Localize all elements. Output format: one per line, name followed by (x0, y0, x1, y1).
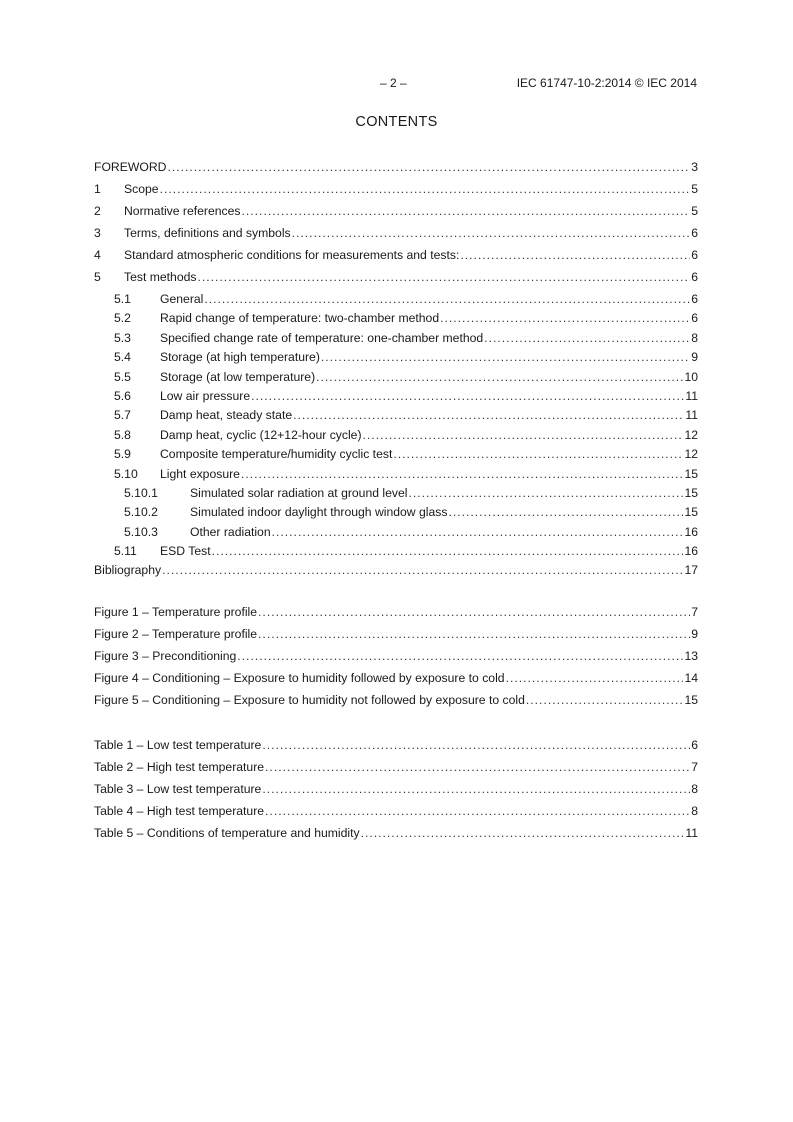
toc-entry-label: General (160, 292, 204, 306)
toc-entry-page: 16 (684, 544, 698, 559)
dot-leader (265, 759, 690, 775)
toc-entry-label: Table 5 – Conditions of temperature and humidity (94, 826, 360, 840)
toc-entry-number: 5.2 (114, 311, 131, 326)
toc-entry-page: 6 (691, 311, 698, 326)
dot-leader (363, 427, 684, 443)
toc-entry-page: 17 (684, 563, 698, 578)
toc-entry-label: Composite temperature/humidity cyclic test (160, 447, 393, 462)
toc-entry-label: Rapid change of temperature: two-chamber method (160, 311, 440, 326)
dot-leader (292, 225, 691, 241)
dot-leader (440, 310, 690, 326)
toc-entry-page: 6 (691, 226, 698, 240)
dot-leader (258, 604, 690, 620)
toc-entry[interactable] (94, 803, 698, 825)
toc-entry[interactable] (94, 524, 698, 543)
dot-leader (361, 825, 685, 841)
toc-entry-page: 13 (684, 649, 698, 663)
toc-entry-number: 5.10 (114, 466, 138, 481)
page-title: CONTENTS (355, 114, 438, 130)
toc-entry-number: 5.10.1 (124, 485, 158, 500)
toc-entry[interactable] (94, 330, 698, 349)
toc-entry[interactable] (94, 446, 698, 465)
toc-entry-label: Simulated indoor daylight through window glass (190, 505, 448, 520)
toc-entry[interactable] (94, 427, 698, 446)
dot-leader (526, 692, 684, 708)
toc-entry-number: 1 (94, 182, 101, 196)
toc-entry-number: 5.8 (114, 427, 131, 442)
tables-list (94, 737, 698, 847)
toc-entry-page: 6 (691, 270, 698, 284)
dot-leader (408, 485, 683, 501)
toc-entry[interactable] (94, 759, 698, 781)
toc-entry-label: Bibliography (94, 563, 162, 578)
toc-entry[interactable] (94, 388, 698, 407)
toc-entry-number: 5.6 (114, 388, 131, 403)
dot-leader (237, 648, 683, 664)
toc-entry-number: 5.3 (114, 330, 131, 345)
toc-entry[interactable] (94, 247, 698, 269)
toc-entry-label: Table 3 – Low test temperature (94, 782, 262, 796)
toc-entry-label: Figure 3 – Preconditioning (94, 649, 237, 663)
toc-entry-number: 5.10.3 (124, 524, 158, 539)
dot-leader (262, 737, 690, 753)
dot-leader (393, 446, 683, 462)
toc-entry-label: Normative references (124, 204, 241, 218)
toc-entry-label: Table 4 – High test temperature (94, 804, 265, 818)
toc-entry-label: Table 2 – High test temperature (94, 760, 265, 774)
toc-entry[interactable] (94, 349, 698, 368)
toc-entry[interactable] (94, 543, 698, 562)
dot-leader (251, 388, 684, 404)
figures-list (94, 604, 698, 714)
dot-leader (242, 203, 691, 219)
dot-leader (197, 269, 690, 285)
dot-leader (262, 781, 690, 797)
toc-entry-label: Damp heat, cyclic (12+12-hour cycle) (160, 427, 362, 442)
toc-entry-label: Figure 2 – Temperature profile (94, 627, 258, 641)
dot-leader (316, 369, 683, 385)
dot-leader (460, 247, 690, 263)
toc-entry[interactable] (94, 562, 698, 581)
toc-entry-page: 7 (691, 605, 698, 619)
toc-entry[interactable] (94, 825, 698, 847)
toc-entry-label: Specified change rate of temperature: one-chamber method (160, 330, 484, 345)
toc-entry-label: Storage (at low temperature) (160, 369, 316, 384)
toc-entry-number: 5.4 (114, 350, 131, 365)
page-header (0, 76, 793, 92)
dot-leader (204, 291, 690, 307)
toc-entry[interactable] (94, 648, 698, 670)
toc-entry-page: 11 (685, 408, 698, 423)
toc-entry[interactable] (94, 310, 698, 329)
toc-entry[interactable] (94, 781, 698, 803)
toc-entry-page: 10 (684, 369, 698, 384)
toc-entry-page: 5 (691, 182, 698, 196)
dot-leader (167, 159, 690, 175)
toc-entry[interactable] (94, 504, 698, 523)
toc-entry-page: 8 (691, 330, 698, 345)
toc-entry[interactable] (94, 407, 698, 426)
toc-entry-label: Other radiation (190, 524, 271, 539)
toc-entry-number: 5.9 (114, 447, 131, 462)
dot-leader (265, 803, 690, 819)
toc-entry[interactable] (94, 203, 698, 225)
toc-entry-page: 15 (684, 466, 698, 481)
toc-entry-page: 8 (691, 804, 698, 818)
dot-leader (241, 466, 683, 482)
toc-entry-label: Storage (at high temperature) (160, 350, 320, 365)
page-number: – 2 – (380, 76, 407, 90)
toc-entry-page: 15 (684, 505, 698, 520)
dot-leader (162, 562, 683, 578)
toc-entry[interactable] (94, 466, 698, 485)
toc-entry-label: Figure 1 – Temperature profile (94, 605, 258, 619)
toc-entry-number: 2 (94, 204, 101, 218)
toc-entry-page: 3 (691, 160, 698, 174)
toc-entry-page: 12 (684, 427, 698, 442)
toc-entry-page: 12 (684, 447, 698, 462)
toc-entry-page: 5 (691, 204, 698, 218)
toc-entry[interactable] (94, 604, 698, 626)
toc-entry-label: Standard atmospheric conditions for measurements and tests: (124, 248, 460, 262)
toc-entry-page: 11 (685, 826, 698, 840)
toc-entry-number: 5.7 (114, 408, 131, 423)
toc-entry[interactable] (94, 626, 698, 648)
toc-entry-page: 8 (691, 782, 698, 796)
toc-entry-page: 15 (684, 693, 698, 707)
toc-entry-label: Table 1 – Low test temperature (94, 738, 262, 752)
toc-entry-page: 16 (684, 524, 698, 539)
toc-entry[interactable] (94, 269, 698, 291)
toc-entry-label: Scope (124, 182, 159, 196)
toc-entry-number: 5.1 (114, 292, 131, 306)
toc-entry[interactable] (94, 737, 698, 759)
toc-entry-label: Figure 4 – Conditioning – Exposure to humidity followed by exposure to cold (94, 671, 505, 685)
toc-entry-number: 5 (94, 270, 101, 284)
toc-entry[interactable] (94, 369, 698, 388)
toc-entry-page: 11 (685, 388, 698, 403)
toc-entry-label: Low air pressure (160, 388, 251, 403)
toc-entry-label: Test methods (124, 270, 197, 284)
toc-entry[interactable] (94, 485, 698, 504)
toc-entry-label: Figure 5 – Conditioning – Exposure to humidity not followed by exposure to cold (94, 693, 525, 707)
toc-entry-number: 5.11 (114, 544, 137, 559)
toc-entry[interactable] (94, 181, 698, 203)
toc-entry-number: 5.10.2 (124, 505, 158, 520)
toc-entry[interactable] (94, 291, 698, 310)
contents-list (94, 159, 698, 582)
dot-leader (272, 524, 684, 540)
toc-entry-page: 6 (691, 292, 698, 306)
toc-entry-page: 9 (691, 350, 698, 365)
toc-entry-page: 9 (691, 627, 698, 641)
toc-entry[interactable] (94, 225, 698, 247)
toc-entry[interactable] (94, 159, 698, 181)
dot-leader (506, 670, 684, 686)
dot-leader (321, 349, 690, 365)
toc-entry-page: 14 (684, 671, 698, 685)
dot-leader (448, 504, 683, 520)
toc-entry-page: 6 (691, 248, 698, 262)
toc-entry-page: 7 (691, 760, 698, 774)
dot-leader (212, 543, 684, 559)
dot-leader (484, 330, 690, 346)
document-reference: IEC 61747-10-2:2014 © IEC 2014 (516, 76, 697, 90)
toc-entry-page: 15 (684, 485, 698, 500)
toc-entry[interactable] (94, 670, 698, 692)
toc-entry-number: 4 (94, 248, 101, 262)
toc-entry-label: ESD Test (160, 544, 211, 559)
dot-leader (160, 181, 691, 197)
toc-entry-number: 3 (94, 226, 101, 240)
toc-entry-label: Damp heat, steady state (160, 408, 293, 423)
toc-entry-label: Terms, definitions and symbols (124, 226, 291, 240)
toc-entry-number: 5.5 (114, 369, 131, 384)
dot-leader (258, 626, 690, 642)
toc-entry-label: FOREWORD (94, 160, 167, 174)
dot-leader (293, 407, 684, 423)
toc-entry-page: 6 (691, 738, 698, 752)
toc-entry-label: Simulated solar radiation at ground level (190, 485, 408, 500)
toc-entry[interactable] (94, 692, 698, 714)
toc-entry-label: Light exposure (160, 466, 240, 481)
